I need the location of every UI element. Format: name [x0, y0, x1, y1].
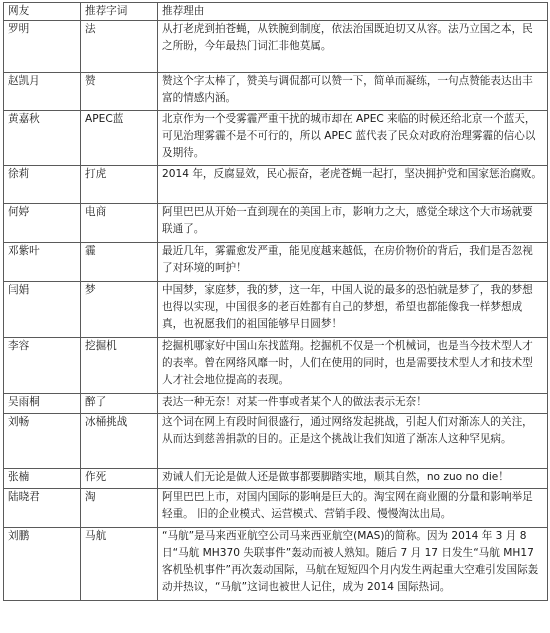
- table-row: [4, 204, 548, 243]
- cell-user: 何婷: [4, 204, 81, 243]
- table-row: [4, 73, 548, 111]
- cell-user: 邓紫叶: [4, 243, 81, 282]
- cell-word: 淘: [81, 489, 158, 528]
- cell-reason: 北京作为一个受雾霾严重干扰的城市却在 APEC 来临的时候还给北京一个蓝天，可见治理雾霾不是不可行的，所以 APEC 蓝代表了民众对政府治理雾霾的信心以及期待。: [158, 111, 548, 166]
- cell-reason: 从打老虎到拍苍蝇，从铁腕到制度，依法治国既迫切又从容。法乃立国之本，民之所盼，今年最热门词汇非他莫属。: [158, 21, 548, 73]
- cell-reason: “马航”是马来西亚航空公司马来西亚航空(MAS)的简称。因为 2014 年 3 月 8 日“马航 MH370 失联事件”轰动而被人熟知。随后 7 月 17 日发生“马航 MH17 客机坠机事件”再次轰动国际，马航在短短四个月内发生两起重大空难引发国际轰动并热议，“马航”这词也被世人记住，成为 2014 国际热词。: [158, 528, 548, 601]
- cell-user: 刘鹏: [4, 528, 81, 601]
- cell-user: 闫娟: [4, 282, 81, 338]
- cell-user: 罗明: [4, 21, 81, 73]
- table-row: [4, 394, 548, 414]
- cell-word: 醉了: [81, 394, 158, 414]
- recommendation-table: [3, 2, 548, 601]
- cell-word: 冰桶挑战: [81, 414, 158, 469]
- table-row: [4, 166, 548, 204]
- cell-reason: 阿里巴巴上市，对国内国际的影响是巨大的。淘宝网在商业圈的分量和影响举足轻重。 旧的企业模式、运营模式、营销手段、慢慢淘汰出局。: [158, 489, 548, 528]
- table-row: [4, 338, 548, 394]
- table-row: [4, 111, 548, 166]
- cell-word: 法: [81, 21, 158, 73]
- table-row: [4, 243, 548, 282]
- cell-user: 陆晓君: [4, 489, 81, 528]
- cell-word: APEC蓝: [81, 111, 158, 166]
- table-row: [4, 469, 548, 489]
- cell-reason: 这个词在网上有段时间很盛行，通过网络发起挑战，引起人们对渐冻人的关注，从而达到慈善捐款的目的。正是这个挑战让我们知道了渐冻人这种罕见病。: [158, 414, 548, 469]
- table-row: [4, 528, 548, 601]
- cell-user: 吴雨桐: [4, 394, 81, 414]
- table-header-row: [4, 3, 548, 21]
- cell-reason: 最近几年，雾霾愈发严重，能见度越来越低，在房价物价的背后，我们是否忽视了对环境的呵护！: [158, 243, 548, 282]
- table-row: [4, 21, 548, 73]
- cell-user: 张楠: [4, 469, 81, 489]
- cell-word: 赞: [81, 73, 158, 111]
- cell-reason: 赞这个字太棒了，赞美与调侃都可以赞一下，简单而凝练，一句点赞能表达出丰富的情感内涵。: [158, 73, 548, 111]
- cell-word: 马航: [81, 528, 158, 601]
- table-row: [4, 489, 548, 528]
- cell-reason: 2014 年，反腐显效，民心振奋，老虎苍蝇一起打，坚决拥护党和国家惩治腐败。: [158, 166, 548, 204]
- cell-reason: 劝诫人们无论是做人还是做事都要脚踏实地，顺其自然，no zuo no die！: [158, 469, 548, 489]
- cell-reason: 阿里巴巴从开始一直到现在的美国上市，影响力之大，感觉全球这个大市场就要联通了。: [158, 204, 548, 243]
- header-recommended-word: 推荐字词: [81, 3, 158, 21]
- header-reason: 推荐理由: [158, 3, 548, 21]
- cell-word: 梦: [81, 282, 158, 338]
- cell-word: 霾: [81, 243, 158, 282]
- cell-user: 黄嘉秋: [4, 111, 81, 166]
- cell-word: 作死: [81, 469, 158, 489]
- table-row: [4, 414, 548, 469]
- cell-user: 徐莉: [4, 166, 81, 204]
- cell-word: 打虎: [81, 166, 158, 204]
- header-netizen: 网友: [4, 3, 81, 21]
- cell-user: 李容: [4, 338, 81, 394]
- cell-reason: 中国梦，家庭梦，我的梦，这一年，中国人说的最多的恐怕就是梦了，我的梦想也得以实现，中国很多的老百姓都有自己的梦想，希望也都能像我一样梦想成真，也祝愿我们的祖国能够早日圆梦！: [158, 282, 548, 338]
- document-page: [3, 2, 547, 601]
- cell-user: 刘畅: [4, 414, 81, 469]
- cell-word: 电商: [81, 204, 158, 243]
- cell-reason: 表达一种无奈！对某一件事或者某个人的做法表示无奈！: [158, 394, 548, 414]
- cell-user: 赵凯月: [4, 73, 81, 111]
- cell-word: 挖掘机: [81, 338, 158, 394]
- table-row: [4, 282, 548, 338]
- cell-reason: 挖掘机哪家好中国山东找蓝翔。挖掘机不仅是一个机械词，也是当今技术型人才的表率。曾在网络风靡一时，人们在使用的同时，也是需要技术型人才和技术型人才社会地位提高的表现。: [158, 338, 548, 394]
